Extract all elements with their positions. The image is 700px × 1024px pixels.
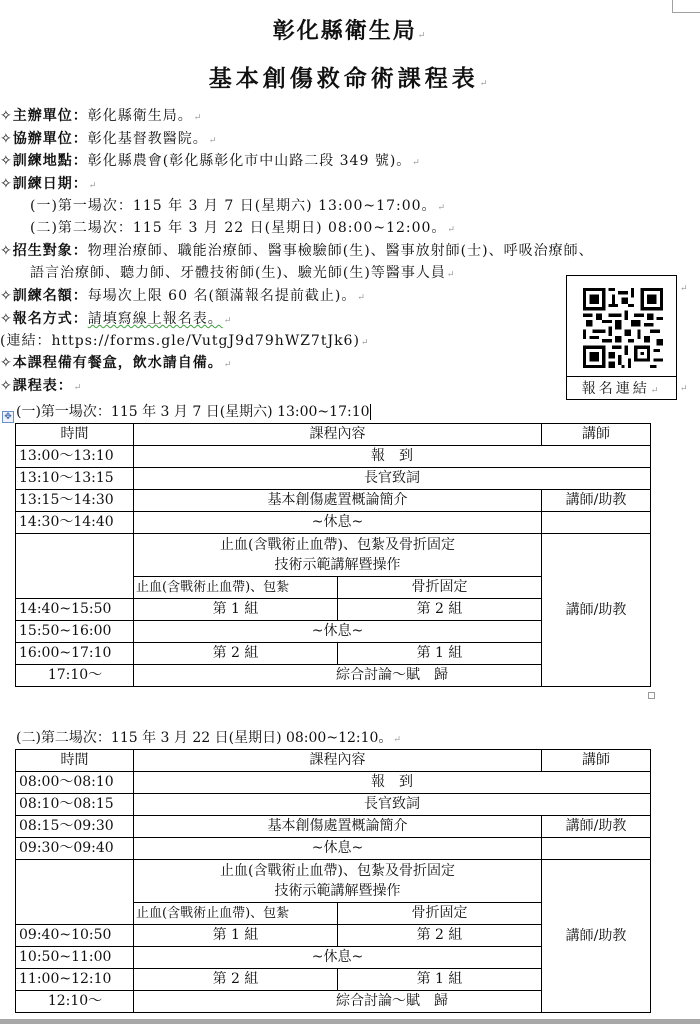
- table-row: [16, 446, 651, 468]
- paragraph-mark: ↵: [417, 31, 428, 41]
- content-cell: 基本創傷處置概論簡介: [134, 816, 542, 838]
- paragraph-mark: ↵: [447, 225, 456, 235]
- table-header-row: [16, 750, 651, 772]
- diamond-bullet-icon: ✧: [0, 243, 13, 259]
- group-cell-a: 第 2 組: [134, 643, 338, 665]
- practice-title-line2: 技術示範講解暨操作: [274, 557, 401, 573]
- paragraph-mark: ↵: [223, 316, 233, 326]
- value: 彰化縣衛生局。: [87, 108, 193, 124]
- content-cell: 報 到: [134, 446, 651, 468]
- time-cell: 14:40~15:50: [16, 599, 134, 621]
- table-row: [16, 991, 651, 1013]
- info-registration: [0, 309, 232, 331]
- content-cell: 綜合討論～賦 歸: [134, 665, 651, 687]
- table-row: [16, 838, 651, 860]
- time-cell: 15:50~16:00: [16, 621, 134, 643]
- instructor-cell: 講師/助教: [542, 534, 651, 687]
- table-row: [16, 794, 651, 816]
- page-corner-mark: [672, 0, 700, 13]
- paragraph-mark: ↵: [479, 79, 492, 89]
- content-cell: 報 到: [134, 772, 651, 794]
- group-cell-a: 第 1 組: [134, 925, 338, 947]
- paragraph-mark: ↵: [357, 293, 366, 303]
- info-location: [0, 151, 421, 173]
- diamond-bullet-icon: ✧: [0, 153, 13, 169]
- time-cell-empty: [16, 860, 134, 925]
- practice-sub-a: 止血(含戰術止血帶)、包紮: [134, 577, 338, 599]
- table-header-row: [16, 424, 651, 446]
- content-cell: 綜合討論～賦 歸: [134, 991, 651, 1013]
- time-cell: 17:10～: [16, 665, 134, 687]
- paragraph-mark: ↵: [223, 360, 233, 370]
- info-capacity: [0, 286, 366, 308]
- time-cell-empty: [16, 534, 134, 599]
- table-row: [16, 468, 651, 490]
- header-content: 課程內容: [134, 750, 542, 772]
- practice-title-cell: [134, 534, 542, 577]
- instructor-cell-empty: [542, 512, 651, 534]
- table-row-practice-title: [16, 534, 651, 577]
- table-row: [16, 772, 651, 794]
- content-cell: ~休息~: [134, 512, 542, 534]
- instructor-cell-empty: [542, 838, 651, 860]
- info-date-session2: [30, 218, 456, 240]
- time-cell: 16:00~17:10: [16, 643, 134, 665]
- time-cell: 08:15～09:30: [16, 816, 134, 838]
- content-cell: ~休息~: [134, 621, 542, 643]
- practice-title-line1: 止血(含戰術止血帶)、包紮及骨折固定: [220, 537, 455, 553]
- content-cell: 基本創傷處置概論簡介: [134, 490, 542, 512]
- paragraph-mark: ↵: [680, 284, 688, 294]
- label: 報名方式：: [12, 311, 88, 327]
- qr-caption-text: 報名連結: [581, 381, 650, 397]
- value: 本課程備有餐盒，飲水請自備。: [12, 355, 223, 371]
- paragraph-mark: ↵: [650, 386, 662, 396]
- value: 語言治療師、聽力師、牙體技術師(生)、驗光師(生)等醫事人員: [30, 265, 446, 281]
- diamond-bullet-icon: ✧: [0, 355, 13, 371]
- instructor-cell: 講師/助教: [542, 490, 651, 512]
- content-cell: 長官致詞: [134, 468, 651, 490]
- paragraph-mark: ↵: [360, 338, 370, 348]
- paragraph-mark: ↵: [412, 158, 421, 168]
- diamond-bullet-icon: ✧: [0, 131, 13, 147]
- paragraph-mark: ↵: [680, 384, 688, 394]
- info-schedule-label: [0, 376, 82, 398]
- page-bottom-edge: [0, 1019, 700, 1024]
- label: 訓練地點：: [12, 153, 88, 169]
- label: 主辦單位：: [12, 108, 88, 124]
- paragraph-mark: ↵: [437, 203, 447, 213]
- info-dates: [0, 174, 97, 196]
- group-cell-b: 第 1 組: [338, 643, 542, 665]
- header-instructor: 講師: [542, 750, 651, 772]
- value: 彰化縣農會(彰化縣彰化市中山路二段 349 號)。: [87, 153, 412, 169]
- info-co-organizer: [0, 129, 217, 151]
- table-row: [16, 665, 651, 687]
- text-cursor: [370, 404, 371, 420]
- content-cell: 長官致詞: [134, 794, 651, 816]
- label: 課程表：: [12, 378, 73, 394]
- paragraph-mark: ↵: [193, 113, 203, 123]
- table-resize-handle[interactable]: [648, 692, 655, 699]
- paragraph-mark: ↵: [208, 136, 218, 146]
- table-row: [16, 816, 651, 838]
- info-date-session1: [30, 196, 446, 218]
- qr-caption: [567, 376, 676, 401]
- diamond-bullet-icon: ✧: [0, 176, 13, 192]
- header-content: 課程內容: [134, 424, 542, 446]
- paragraph-mark: ↵: [393, 735, 401, 745]
- label: 協辦單位：: [12, 131, 88, 147]
- paragraph-mark: ↵: [88, 181, 98, 191]
- practice-sub-a: 止血(含戰術止血帶)、包紮: [134, 903, 338, 925]
- session1-table: [15, 423, 651, 687]
- session-title-text: (一)第一場次：115 年 3 月 7 日(星期六) 13:00~17:10: [16, 404, 370, 420]
- info-organizer: [0, 106, 202, 128]
- time-cell: 13:15～14:30: [16, 490, 134, 512]
- info-meal-note: [0, 353, 232, 375]
- document-subtitle: [0, 60, 700, 93]
- content-cell: ~休息~: [134, 838, 542, 860]
- title-text: 彰化縣衛生局: [272, 18, 417, 44]
- label: 訓練日期：: [12, 176, 88, 192]
- info-registration-link[interactable]: [0, 331, 369, 353]
- value: (二)第二場次：115 年 3 月 22 日(星期日) 08:00~12:00。: [30, 220, 447, 236]
- header-time: 時間: [16, 424, 134, 446]
- diamond-bullet-icon: ✧: [0, 311, 13, 327]
- registration-link[interactable]: (連結：https://forms.gle/VutgJ9d79hWZ7tJk6): [0, 333, 360, 349]
- practice-sub-b: 骨折固定: [338, 577, 542, 599]
- header-instructor: 講師: [542, 424, 651, 446]
- qr-code-icon[interactable]: [583, 288, 663, 368]
- practice-title-cell: [134, 860, 542, 903]
- diamond-bullet-icon: ✧: [0, 108, 13, 124]
- time-cell: 10:50~11:00: [16, 947, 134, 969]
- value: 每場次上限 60 名(額滿報名提前截止)。: [87, 288, 357, 304]
- session1-title: [16, 402, 371, 422]
- group-cell-b: 第 2 組: [338, 925, 542, 947]
- time-cell: 13:10～13:15: [16, 468, 134, 490]
- qr-code-box: [566, 275, 677, 400]
- table-row: [16, 490, 651, 512]
- value: 彰化基督教醫院。: [87, 131, 208, 147]
- group-cell-b: 第 1 組: [338, 969, 542, 991]
- document-title: [0, 14, 700, 45]
- instructor-cell: 講師/助教: [542, 860, 651, 1013]
- info-audience-cont: [30, 263, 455, 285]
- content-cell: ~休息~: [134, 947, 542, 969]
- group-cell-b: 第 2 組: [338, 599, 542, 621]
- instructor-cell: 講師/助教: [542, 816, 651, 838]
- time-cell: 08:10～08:15: [16, 794, 134, 816]
- table-row: [16, 512, 651, 534]
- practice-title-line1: 止血(含戰術止血帶)、包紮及骨折固定: [220, 863, 455, 879]
- value: (一)第一場次：115 年 3 月 7 日(星期六) 13:00~17:00。: [30, 198, 437, 214]
- time-cell: 13:00～13:10: [16, 446, 134, 468]
- time-cell: 11:00~12:10: [16, 969, 134, 991]
- value: 物理治療師、職能治療師、醫事檢驗師(生)、醫事放射師(士)、呼吸治療師、: [87, 243, 594, 259]
- table-row-practice-title: [16, 860, 651, 903]
- info-audience: [0, 241, 594, 261]
- group-cell-a: 第 1 組: [134, 599, 338, 621]
- session2-title: [16, 728, 401, 750]
- header-time: 時間: [16, 750, 134, 772]
- group-cell-a: 第 2 組: [134, 969, 338, 991]
- value: 請填寫線上報名表。: [87, 311, 223, 327]
- subtitle-text: 基本創傷救命術課程表: [208, 65, 479, 92]
- time-cell: 14:30～14:40: [16, 512, 134, 534]
- time-cell: 09:40~10:50: [16, 925, 134, 947]
- table-move-handle-icon[interactable]: ✥: [2, 411, 14, 423]
- session2-table: [15, 749, 651, 1013]
- practice-sub-b: 骨折固定: [338, 903, 542, 925]
- diamond-bullet-icon: ✧: [0, 288, 13, 304]
- paragraph-mark: ↵: [73, 383, 83, 393]
- label: 招生對象：: [12, 243, 88, 259]
- diamond-bullet-icon: ✧: [0, 378, 13, 394]
- session-title-text: (二)第二場次：115 年 3 月 22 日(星期日) 08:00~12:10。: [16, 730, 393, 746]
- practice-title-line2: 技術示範講解暨操作: [274, 883, 401, 899]
- label: 訓練名額：: [12, 288, 88, 304]
- time-cell: 08:00～08:10: [16, 772, 134, 794]
- time-cell: 12:10～: [16, 991, 134, 1013]
- time-cell: 09:30～09:40: [16, 838, 134, 860]
- paragraph-mark: ↵: [446, 270, 456, 280]
